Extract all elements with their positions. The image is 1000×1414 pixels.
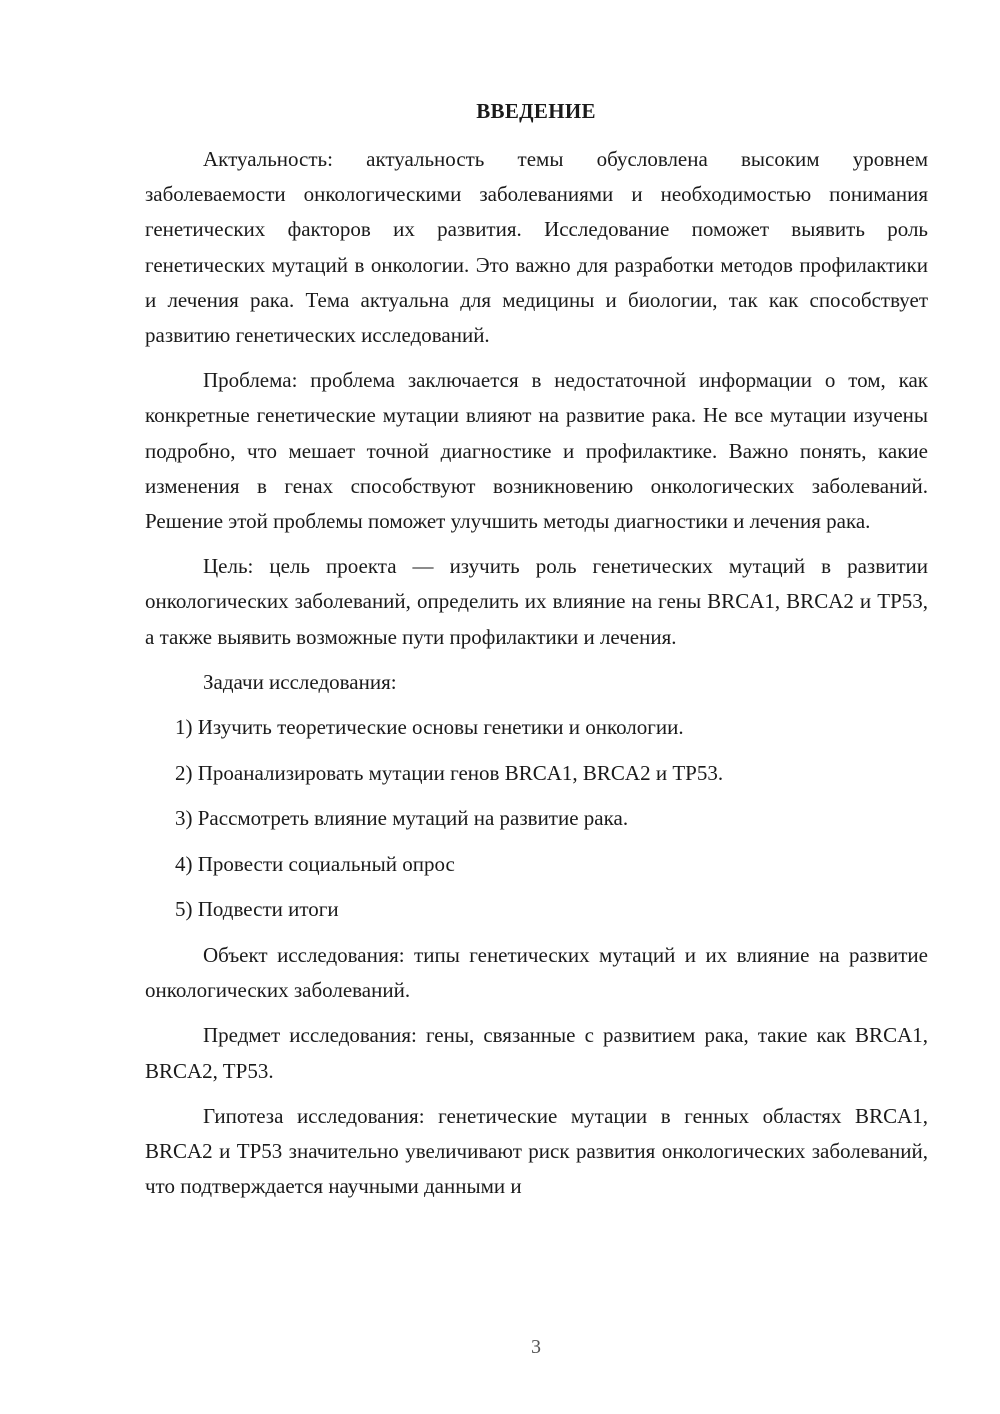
paragraph-hypothesis: Гипотеза исследования: генетические мутации в генных областях BRCA1, BRCA2 и TP53 значительно увеличивают риск развития онкологических заболеваний, что подтверждается научными данными и: [145, 1103, 928, 1199]
document-body: [145, 142, 928, 1214]
task-item: 5) Подвести итоги: [175, 897, 339, 922]
section-heading: ВВЕДЕНИЕ: [476, 99, 596, 123]
paragraph-object: Объект исследования: типы генетических мутаций и их влияние на развитие онкологических заболеваний.: [145, 943, 928, 1003]
page-number: 3: [531, 1336, 541, 1358]
paragraph-problem: Проблема: проблема заключается в недостаточной информации о том, как конкретные генетические мутации влияют на развитие рака. Не все мутации изучены подробно, что мешает точной диагностике и профилактике. Важно понять, какие изменения в генах способствуют возникновению онкологических заболеваний. Решение этой проблемы поможет улучшить методы диагностики и лечения рака.: [145, 368, 928, 534]
task-item: 4) Провести социальный опрос: [175, 851, 455, 876]
task-item: 2) Проанализировать мутации генов BRCA1, BRCA2 и TP53.: [175, 760, 724, 785]
paragraph-relevance: Актуальность: актуальность темы обусловлена высоким уровнем заболеваемости онкологическими заболеваниями и необходимостью понимания генетических факторов их развития. Исследование поможет выявить роль генетических мутаций в онкологии. Это важно для разработки методов профилактики и лечения рака. Тема актуальна для медицины и биологии, так как способствует развитию генетических исследований.: [145, 147, 928, 348]
paragraph-goal: Цель: цель проекта — изучить роль генетических мутаций в развитии онкологических заболеваний, определить их влияние на гены BRCA1, BRCA2 и TP53, а также выявить возможные пути профилактики и лечения.: [145, 554, 928, 649]
task-item: 1) Изучить теоретические основы генетики и онкологии.: [175, 715, 684, 740]
task-item: 3) Рассмотреть влияние мутаций на развитие рака.: [175, 806, 629, 831]
paragraph-tasks-heading: Задачи исследования:: [203, 669, 397, 694]
paragraph-subject: Предмет исследования: гены, связанные с развитием рака, такие как BRCA1, BRCA2, TP53.: [145, 1023, 928, 1083]
